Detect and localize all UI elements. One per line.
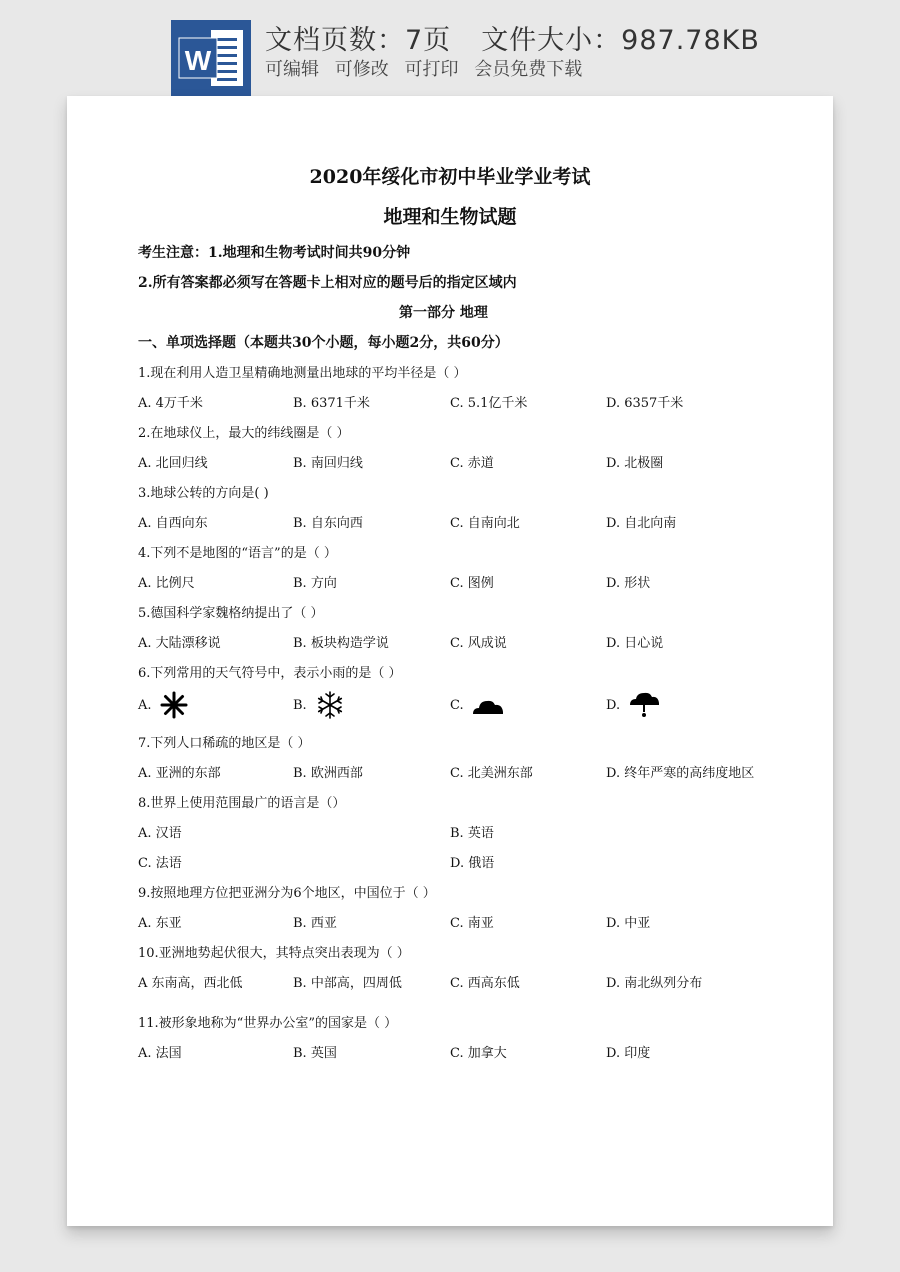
q9-option-a: A. 东亚 [138, 916, 182, 931]
q4-option-c: C. 图例 [450, 576, 494, 591]
q5-option-a: A. 大陆漂移说 [138, 636, 221, 651]
section-heading: 一、单项选择题（本题共30个小题，每小题2分，共60分） [138, 335, 509, 351]
q5-option-d: D. 日心说 [606, 636, 664, 651]
q9-option-b: B. 西亚 [293, 916, 337, 931]
question-11: 11.被形象地称为“世界办公室”的国家是（ ） [138, 1016, 398, 1031]
banner-title [265, 18, 790, 57]
snow-asterisk-icon [315, 690, 345, 724]
part-heading: 第一部分 地理 [399, 305, 488, 321]
tag-free-download: 会员免费下载 [474, 59, 583, 80]
q1-option-a: A. 4万千米 [138, 396, 203, 411]
q11-option-d: D. 印度 [606, 1046, 651, 1061]
question-5: 5.德国科学家魏格纳提出了（ ） [138, 606, 324, 621]
q8-option-d: D. 俄语 [450, 856, 495, 871]
q10-option-d: D. 南北纵列分布 [606, 976, 703, 991]
question-8: 8.世界上使用范围最广的语言是（） [138, 796, 346, 811]
q2-option-d: D. 北极圈 [606, 456, 664, 471]
tag-printable: 可打印 [404, 59, 459, 80]
question-9: 9.按照地理方位把亚洲分为6个地区，中国位于（ ） [138, 886, 436, 901]
q11-option-a: A. 法国 [138, 1046, 182, 1061]
q2-option-a: A. 北回归线 [138, 456, 208, 471]
q7-option-d: D. 终年严寒的高纬度地区 [606, 766, 755, 781]
banner-tags [265, 55, 592, 81]
cloudy-icon [471, 694, 505, 722]
q4-option-a: A. 比例尺 [138, 576, 195, 591]
q10-option-a: A 东南高，西北低 [138, 976, 243, 991]
q6-option-d: D. [606, 698, 621, 713]
q4-option-b: B. 方向 [293, 576, 337, 591]
q8-option-a: A. 汉语 [138, 826, 182, 841]
q7-option-a: A. 亚洲的东部 [138, 766, 221, 781]
notice-line-2: 2.所有答案都必须写在答题卡上相对应的题号后的指定区域内 [138, 275, 517, 291]
snowflake-icon [159, 690, 189, 724]
question-4: 4.下列不是地图的“语言”的是（ ） [138, 546, 337, 561]
q1-option-c: C. 5.1亿千米 [450, 396, 528, 411]
document-page [67, 96, 833, 1226]
tag-modifiable: 可修改 [334, 59, 389, 80]
q6-option-c: C. [450, 698, 464, 713]
q9-option-c: C. 南亚 [450, 916, 494, 931]
light-rain-icon [627, 690, 661, 724]
question-3: 3.地球公转的方向是( ) [138, 486, 269, 501]
q8-option-c: C. 法语 [138, 856, 182, 871]
q5-option-b: B. 板块构造学说 [293, 636, 389, 651]
file-size: 文件大小：987.78KB [481, 25, 760, 56]
q6-option-a: A. [138, 698, 152, 713]
question-1: 1.现在利用人造卫星精确地测量出地球的平均半径是（ ） [138, 366, 467, 381]
word-document-icon [171, 20, 251, 96]
exam-title: 2020年绥化市初中毕业学业考试 [309, 166, 591, 188]
q2-option-b: B. 南回归线 [293, 456, 363, 471]
q6-option-b: B. [293, 698, 307, 713]
page-count: 文档页数：7页 [265, 25, 452, 56]
question-6: 6.下列常用的天气符号中，表示小雨的是（ ） [138, 666, 402, 681]
tag-editable: 可编辑 [265, 59, 319, 80]
q10-option-c: C. 西高东低 [450, 976, 520, 991]
q5-option-c: C. 风成说 [450, 636, 507, 651]
q1-option-d: D. 6357千米 [606, 396, 684, 411]
question-10: 10.亚洲地势起伏很大，其特点突出表现为（ ） [138, 946, 410, 961]
q7-option-b: B. 欧洲西部 [293, 766, 363, 781]
q2-option-c: C. 赤道 [450, 456, 494, 471]
question-2: 2.在地球仪上，最大的纬线圈是（ ） [138, 426, 350, 441]
download-banner [0, 0, 900, 96]
q8-option-b: B. 英语 [450, 826, 494, 841]
notice-line-1: 考生注意：1.地理和生物考试时间共90分钟 [138, 245, 411, 261]
q11-option-b: B. 英国 [293, 1046, 337, 1061]
q10-option-b: B. 中部高，四周低 [293, 976, 402, 991]
q3-option-c: C. 自南向北 [450, 516, 520, 531]
question-7: 7.下列人口稀疏的地区是（ ） [138, 736, 311, 751]
svg-text:W: W [184, 45, 212, 76]
exam-subtitle: 地理和生物试题 [383, 206, 517, 228]
q3-option-b: B. 自东向西 [293, 516, 363, 531]
q11-option-c: C. 加拿大 [450, 1046, 507, 1061]
q9-option-d: D. 中亚 [606, 916, 651, 931]
q3-option-d: D. 自北向南 [606, 516, 677, 531]
q4-option-d: D. 形状 [606, 576, 651, 591]
q3-option-a: A. 自西向东 [138, 516, 208, 531]
q7-option-c: C. 北美洲东部 [450, 766, 533, 781]
q1-option-b: B. 6371千米 [293, 396, 370, 411]
